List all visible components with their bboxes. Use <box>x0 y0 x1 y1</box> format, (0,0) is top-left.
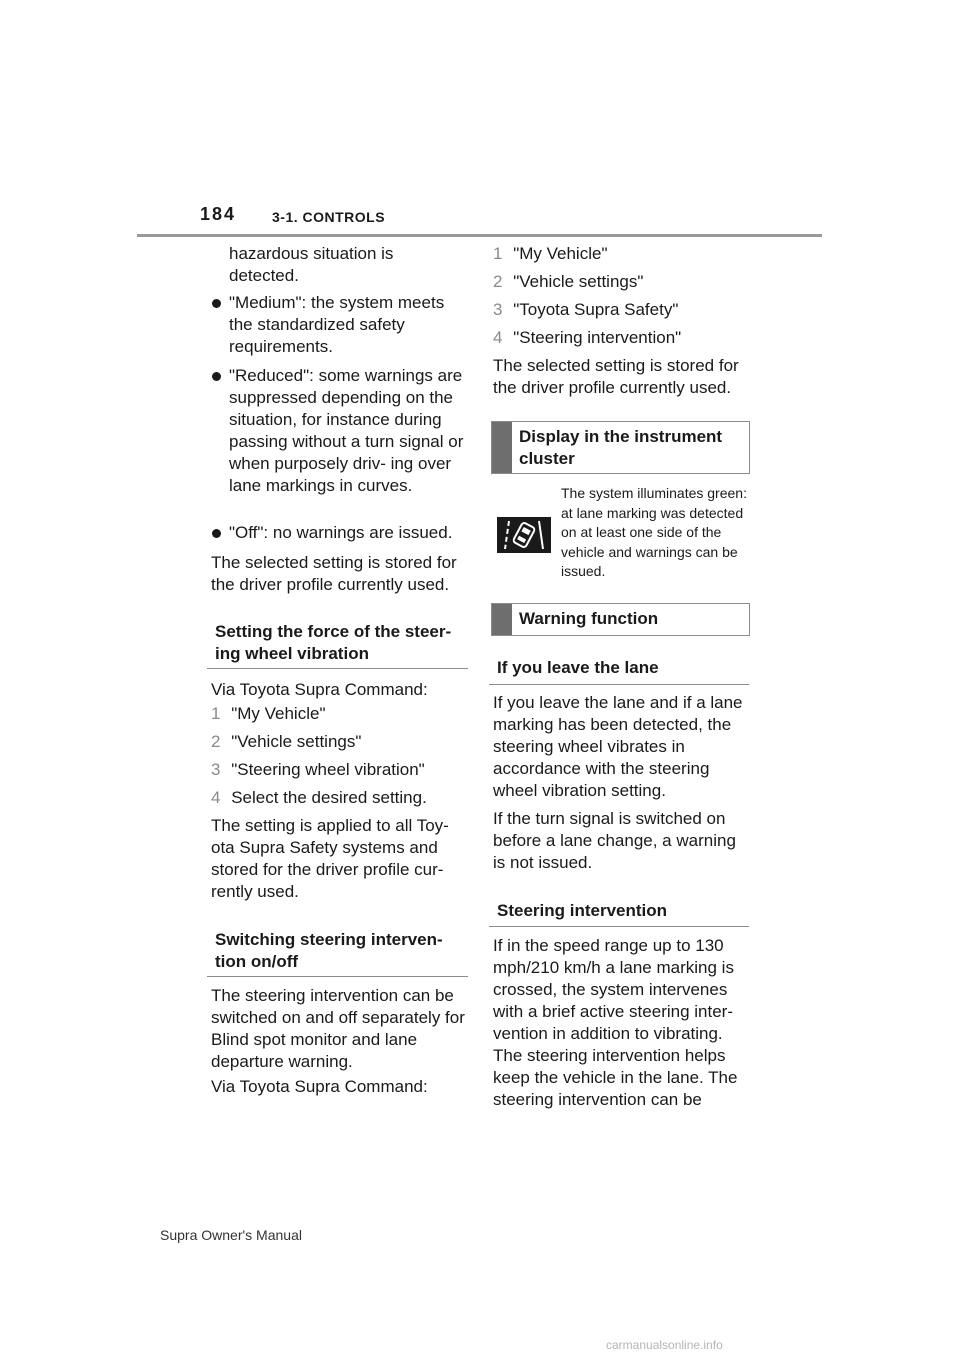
step-number: 1 <box>211 704 221 723</box>
heading-rule <box>489 926 749 927</box>
step-text: Select the desired setting. <box>231 788 427 807</box>
section-title: 3-1. CONTROLS <box>272 209 386 225</box>
step-row <box>211 731 467 753</box>
page-number: 184 <box>200 204 237 224</box>
step-number: 1 <box>493 244 503 263</box>
step-text: "My Vehicle" <box>231 704 326 723</box>
heading-rule <box>207 668 468 669</box>
turn-signal-text: If the turn signal is switched on before a lane change, a warning is not issued. <box>493 809 736 872</box>
stored-note-left: The selected setting is stored for the driver profile currently used. <box>211 553 457 594</box>
box-warning-text: Warning function <box>519 609 659 628</box>
step-number: 4 <box>211 788 221 807</box>
leave-text: If you leave the lane and if a lane marking has been detected, the steering wheel vibrates in accordance with the steering wheel vibration setting. <box>493 693 743 800</box>
step-row <box>493 243 749 265</box>
switch-text: The steering intervention can be switched on and off separately for Blind spot monitor and lane departure warning. <box>211 986 465 1071</box>
stored-note-right: The selected setting is stored for the driver profile currently used. <box>493 356 739 397</box>
box-display-heading <box>491 421 750 474</box>
bullet-reduced <box>212 365 464 497</box>
step-row <box>211 787 467 809</box>
bullet-text: "Medium": the system meets the standardized safety requirements. <box>229 293 445 356</box>
step-number: 3 <box>211 760 221 779</box>
intervention-text: If in the speed range up to 130 mph/210 km/h a lane marking is crossed, the system intervenes with a brief active steering inter- vention in addition to vibrating. The steering intervention helps keep the vehicle in the lane. The steering intervention can be <box>493 936 738 1109</box>
step-text: "Vehicle settings" <box>513 272 644 291</box>
heading-force: Setting the force of the steer- ing wheel vibration <box>215 622 452 663</box>
bullet-text: "Reduced": some warnings are suppressed depending on the situation, for instance during passing without a turn signal or when purposely driv- ing over lane markings in curves. <box>229 366 464 495</box>
heading-rule <box>207 976 468 977</box>
indicator-text: The system illuminates green: at lane marking was detected on at least one side of the vehicle and warnings can be issued. <box>561 485 747 579</box>
box-display-text: Display in the instrument cluster <box>519 427 723 468</box>
bullet-text: "Off": no warnings are issued. <box>229 523 453 542</box>
step-number: 4 <box>493 328 503 347</box>
header-rule <box>137 234 822 237</box>
step-number: 2 <box>493 272 503 291</box>
step-row <box>493 327 749 349</box>
bullet-icon <box>212 529 221 538</box>
step-text: "Steering intervention" <box>513 328 682 347</box>
applied-note: The setting is applied to all Toy- ota Supra Safety systems and stored for the driver profile cur- rently used. <box>211 816 449 901</box>
bullet-icon <box>212 299 221 308</box>
heading-leave: If you leave the lane <box>497 658 659 677</box>
heading-switch: Switching steering interven- tion on/off <box>215 930 443 971</box>
watermark: carmanualsonline.info <box>606 1338 723 1352</box>
bullet-icon <box>212 372 221 381</box>
box-bar <box>492 422 512 473</box>
heading-rule <box>489 684 749 685</box>
bullet-off <box>212 522 472 544</box>
step-row <box>493 271 749 293</box>
step-row <box>493 299 749 321</box>
step-text: "Toyota Supra Safety" <box>513 300 679 319</box>
heading-intervention: Steering intervention <box>497 901 668 920</box>
bullet-medium <box>212 292 462 358</box>
via-command-1: Via Toyota Supra Command: <box>211 680 428 699</box>
lane-departure-indicator-icon <box>497 517 551 553</box>
step-number: 3 <box>493 300 503 319</box>
step-number: 2 <box>211 732 221 751</box>
box-warning-heading <box>491 603 750 636</box>
box-bar <box>492 604 512 635</box>
step-text: "Steering wheel vibration" <box>231 760 425 779</box>
step-row <box>211 703 467 725</box>
step-text: "My Vehicle" <box>513 244 608 263</box>
step-text: "Vehicle settings" <box>231 732 362 751</box>
via-command-2: Via Toyota Supra Command: <box>211 1077 428 1096</box>
step-row <box>211 759 467 781</box>
intro-continued: hazardous situation is detected. <box>229 244 394 285</box>
manual-name: Supra Owner's Manual <box>160 1227 302 1243</box>
